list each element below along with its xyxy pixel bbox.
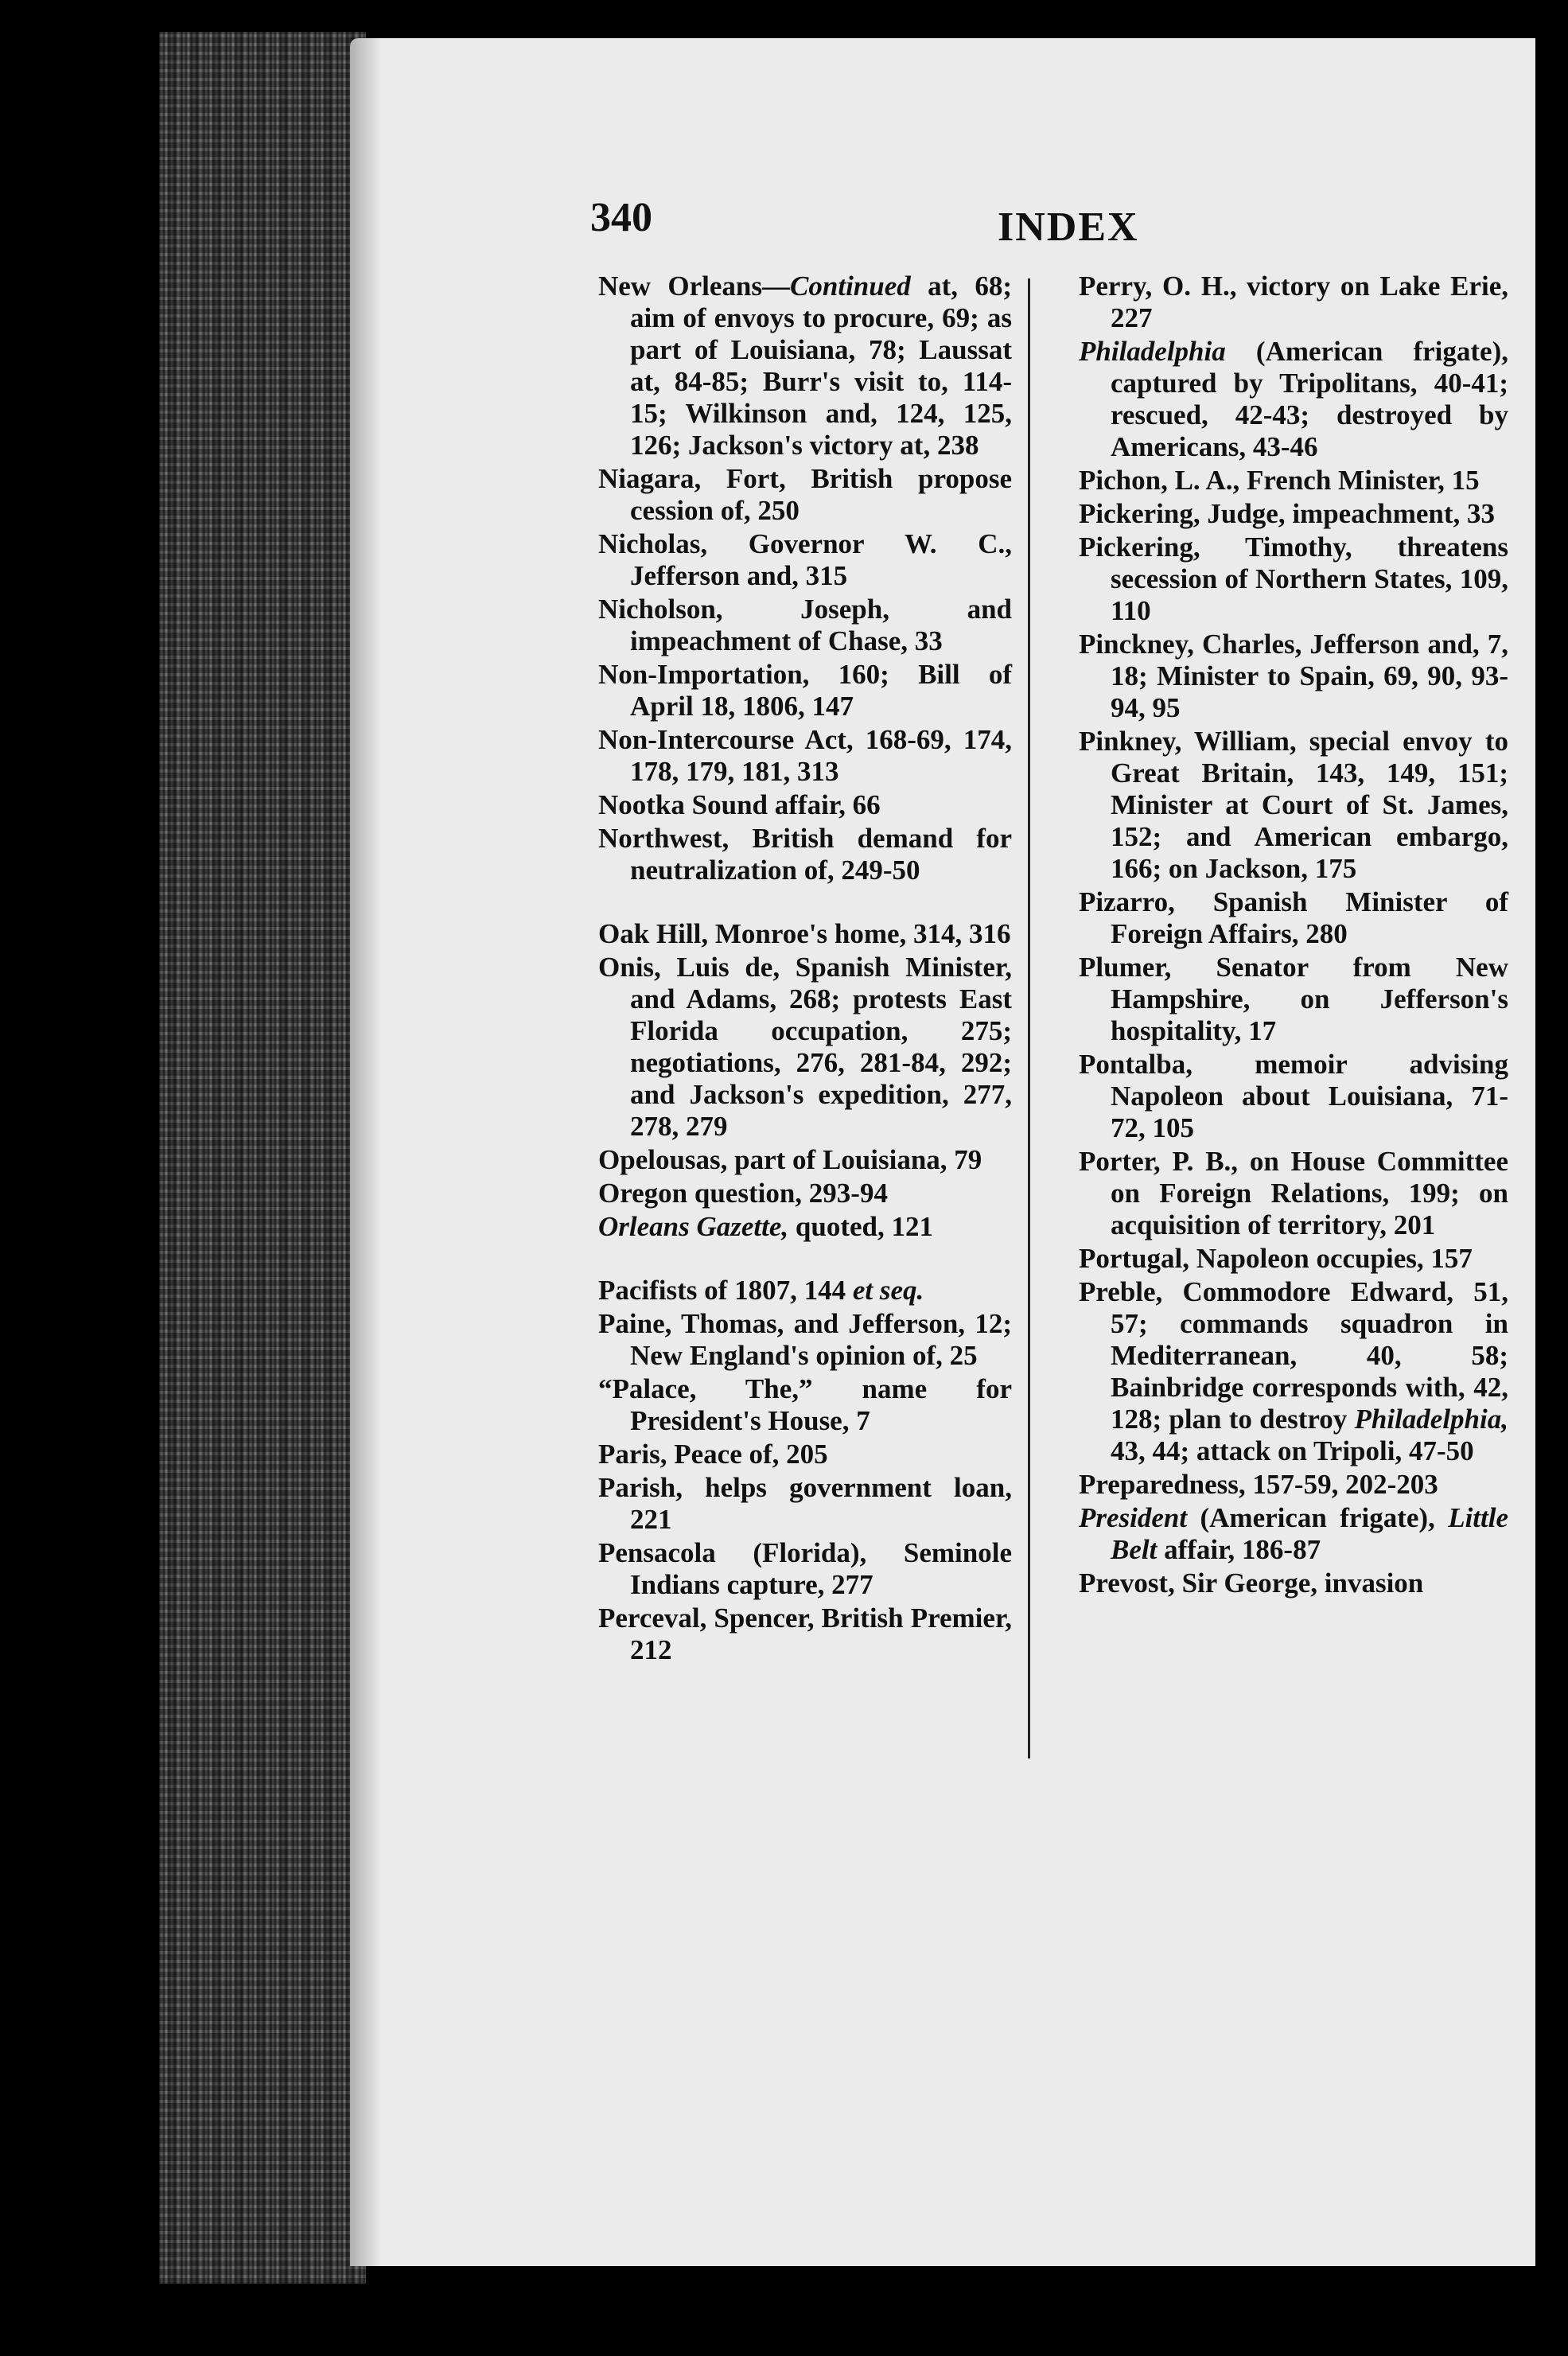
index-entry — [598, 659, 1012, 722]
index-entry — [598, 1178, 1012, 1209]
index-entry — [598, 823, 1012, 886]
entry-text: affair, 186-87 — [1157, 1534, 1321, 1565]
index-entry — [1079, 1567, 1508, 1599]
entry-text: Northwest, British demand for neutralization of, 249-50 — [598, 823, 1012, 886]
entry-text: Pensacola (Florida), Seminole Indians capture, 277 — [598, 1537, 1012, 1600]
entry-text: Pinkney, William, special envoy to Great Britain, 143, 149, 151; Minister at Court of St. James, 152; and American embargo, 166; on Jackson, 175 — [1079, 726, 1508, 884]
entry-text: Pacifists of 1807, 144 — [598, 1275, 853, 1306]
entry-text: Pinckney, Charles, Jefferson and, 7, 18; Minister to Spain, 69, 90, 93-94, 95 — [1079, 629, 1508, 723]
index-entry — [598, 1275, 1012, 1307]
index-entry — [598, 1373, 1012, 1437]
index-entry — [598, 528, 1012, 592]
entry-text: Pichon, L. A., French Minister, 15 — [1079, 465, 1480, 496]
entry-text: Niagara, Fort, British propose cession of, 250 — [598, 463, 1012, 526]
entry-text: “Palace, The,” name for President's House, 7 — [598, 1373, 1012, 1436]
index-entry — [1079, 726, 1508, 885]
entry-italic-title: Orleans Gazette, — [598, 1211, 789, 1242]
entry-italic-title: President — [1079, 1502, 1188, 1533]
entry-text: Perry, O. H., victory on Lake Erie, 227 — [1079, 271, 1508, 333]
index-entry — [1079, 498, 1508, 530]
entry-text: Pickering, Timothy, threatens secession of Northern States, 109, 110 — [1079, 532, 1508, 626]
index-column-right — [1079, 271, 1508, 1601]
entry-italic-text: et seq. — [852, 1275, 924, 1306]
index-entry — [598, 1602, 1012, 1666]
running-head: INDEX — [998, 204, 1139, 250]
entry-text: Pontalba, memoir advising Napoleon about Louisiana, 71-72, 105 — [1079, 1049, 1508, 1143]
index-entry — [1079, 886, 1508, 950]
index-entry — [598, 1472, 1012, 1536]
entry-text: Nicholson, Joseph, and impeachment of Chase, 33 — [598, 594, 1012, 656]
index-entry — [598, 1144, 1012, 1176]
page-gutter-shadow — [350, 38, 382, 2266]
index-entry — [598, 1211, 1012, 1243]
index-entry — [598, 724, 1012, 788]
entry-text: Onis, Luis de, Spanish Minister, and Adams, 268; protests East Florida occupation, 275; negotiations, 276, 281-84, 292; and Jackson's expedition, 277, 278, 279 — [598, 952, 1012, 1142]
index-entry — [1079, 465, 1508, 497]
index-entry — [1079, 1243, 1508, 1275]
column-divider — [1028, 278, 1030, 1758]
entry-text: Non-Importation, 160; Bill of April 18, 1806, 147 — [598, 659, 1012, 722]
index-entry — [598, 1537, 1012, 1601]
entry-text: Paine, Thomas, and Jefferson, 12; New England's opinion of, 25 — [598, 1308, 1012, 1371]
entry-text: Preble, Commodore Edward, 51, 57; commands squadron in Mediterranean, 40, 58; Bainbridge corresponds with, 42, 128; plan to destroy — [1079, 1276, 1508, 1435]
entry-italic-title: Little Belt — [1111, 1502, 1508, 1565]
index-entry — [598, 271, 1012, 461]
entry-text: Oak Hill, Monroe's home, 314, 316 — [598, 918, 1011, 949]
entry-text: Perceval, Spencer, British Premier, 212 — [598, 1602, 1012, 1665]
entry-text: (American frigate), — [1187, 1502, 1449, 1533]
index-column-left — [598, 271, 1012, 1668]
index-entry — [1079, 1049, 1508, 1144]
entry-text: Opelousas, part of Louisiana, 79 — [598, 1144, 982, 1175]
index-entry — [1079, 1502, 1508, 1566]
entry-heading: New Orleans— — [598, 271, 791, 302]
index-entry — [598, 952, 1012, 1143]
entry-text: Portugal, Napoleon occupies, 157 — [1079, 1243, 1473, 1274]
page-number: 340 — [590, 195, 652, 240]
entry-text: Nicholas, Governor W. C., Jefferson and, 315 — [598, 528, 1012, 591]
entry-text: Plumer, Senator from New Hampshire, on Jefferson's hospitality, 17 — [1079, 952, 1508, 1046]
entry-text: Pickering, Judge, impeachment, 33 — [1079, 498, 1496, 529]
entry-text: Nootka Sound affair, 66 — [598, 789, 881, 820]
entry-text: (American frigate), captured by Tripolitans, 40-41; rescued, 42-43; destroyed by Americans, 43-46 — [1111, 336, 1508, 462]
book-spine-edge — [159, 32, 366, 2284]
entry-text: Non-Intercourse Act, 168-69, 174, 178, 179, 181, 313 — [598, 724, 1012, 787]
entry-text: Pizarro, Spanish Minister of Foreign Affairs, 280 — [1079, 886, 1508, 949]
index-entry — [1079, 629, 1508, 724]
index-entry — [1079, 1276, 1508, 1467]
entry-text: quoted, 121 — [788, 1211, 933, 1242]
index-entry — [598, 789, 1012, 821]
index-entry — [1079, 1469, 1508, 1501]
index-entry — [598, 463, 1012, 527]
entry-italic-title: Philadelphia — [1079, 336, 1226, 367]
entry-text: Preparedness, 157-59, 202-203 — [1079, 1469, 1438, 1500]
index-entry — [598, 594, 1012, 657]
entry-text: Prevost, Sir George, invasion — [1079, 1567, 1424, 1599]
index-entry — [1079, 336, 1508, 463]
index-entry — [598, 1439, 1012, 1470]
index-entry — [1079, 1146, 1508, 1241]
entry-text: Paris, Peace of, 205 — [598, 1439, 828, 1470]
entry-text: Parish, helps government loan, 221 — [598, 1472, 1012, 1535]
entry-text: at, 68; aim of envoys to procure, 69; as part of Louisiana, 78; Laussat at, 84-85; Burr's visit to, 114-15; Wilkinson and, 124, 125, 126; Jackson's victory at, 238 — [630, 271, 1012, 461]
entry-text: Oregon question, 293-94 — [598, 1178, 888, 1209]
entry-italic-title: Philadelphia, — [1354, 1404, 1508, 1435]
entry-text: Porter, P. B., on House Committee on Foreign Relations, 199; on acquisition of territory, 201 — [1079, 1146, 1508, 1240]
index-entry — [1079, 271, 1508, 334]
index-entry — [1079, 532, 1508, 627]
entry-heading-continued: Continued — [790, 271, 911, 302]
index-entry — [1079, 952, 1508, 1047]
index-entry — [598, 1308, 1012, 1372]
index-entry — [598, 918, 1012, 950]
entry-text: 43, 44; attack on Tripoli, 47-50 — [1111, 1435, 1474, 1466]
